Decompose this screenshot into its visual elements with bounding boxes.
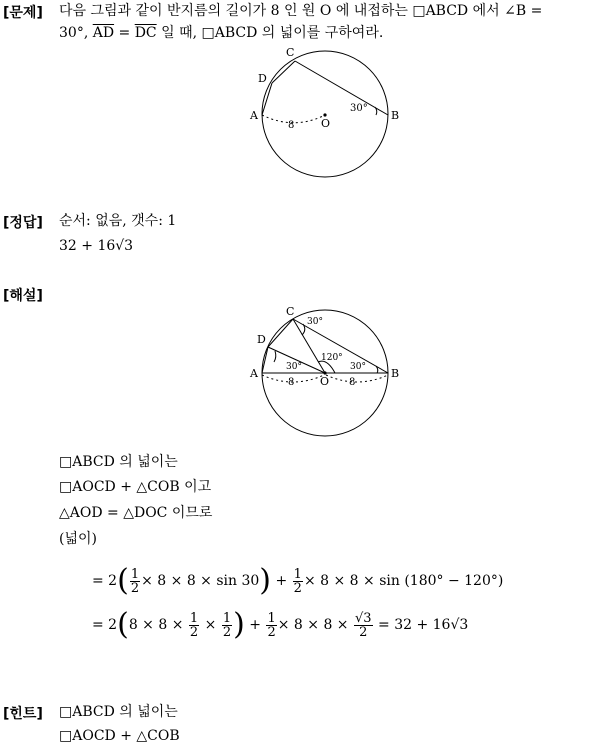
point-a-label: A <box>250 109 258 122</box>
answer-value: 32 + 16√3 <box>59 238 134 254</box>
solution-step-3: △AOD = △DOC 이므로 <box>59 505 213 521</box>
radius-left-label: 8 <box>288 377 295 388</box>
arc-dc: $\overline{DC}$ <box>134 25 157 41</box>
point-d-label: D <box>257 333 266 346</box>
angle-b-label: 30° <box>350 103 368 114</box>
problem-label: [문제] <box>3 5 43 21</box>
plus-sign: + <box>271 573 292 589</box>
right-paren: ) <box>233 607 245 642</box>
problem-question: 일 때, □ABCD 의 넓이를 구하여라. <box>156 25 384 41</box>
times-sign: × <box>200 617 221 633</box>
problem-angle-value: 30°, <box>59 25 93 41</box>
angle-c-arc <box>302 324 305 335</box>
problem-line-1: 다음 그림과 같이 반지름의 길이가 8 인 원 O 에 내접하는 □ABCD 에서 ∠B = <box>59 3 543 19</box>
arc-ad: $\overline{AD}$ <box>92 25 115 41</box>
left-paren: ( <box>117 563 129 598</box>
solution-step-4: (넓이) <box>59 531 97 547</box>
point-o-label: O <box>320 375 330 388</box>
eq2-result: = 32 + 16√3 <box>373 617 469 633</box>
left-paren: ( <box>117 607 129 642</box>
fraction-half: $\frac{1}{2}$ <box>130 566 140 596</box>
point-o-label: O <box>321 117 331 130</box>
plus-sign: + <box>244 617 266 633</box>
eq1-term-1: × 8 × 8 × sin 30 <box>141 573 260 589</box>
answer-label: [정답] <box>3 215 43 231</box>
point-c-label: C <box>286 305 295 318</box>
solution-step-1: □ABCD 의 넓이는 <box>59 454 178 470</box>
point-a-label: A <box>250 367 258 380</box>
problem-figure <box>245 44 405 180</box>
equals-sign: = <box>114 25 135 41</box>
angle-b-label: 30° <box>350 362 366 372</box>
fraction-half: $\frac{1}{2}$ <box>222 610 232 640</box>
eq1-coefficient: = 2 <box>92 573 118 589</box>
angle-d-arc <box>274 351 276 362</box>
radius-arc-right <box>326 375 388 382</box>
problem-line-2 <box>59 24 383 42</box>
solution-step-2: □AOCD + △COB 이고 <box>59 479 212 495</box>
radius-right-label: 8 <box>349 377 356 388</box>
point-b-label: B <box>391 109 400 122</box>
fraction-sqrt3-over-2: $\frac{√3}{2}$ <box>355 610 372 640</box>
solution-figure <box>245 302 405 442</box>
side-dc <box>272 61 295 83</box>
angle-d-label: 30° <box>286 362 302 372</box>
right-paren: ) <box>259 563 272 598</box>
point-c-label: C <box>286 46 295 59</box>
solution-label: [해설] <box>3 288 43 304</box>
hint-line-2: □AOCD + △COB <box>59 728 180 744</box>
answer-line-1: 순서: 없음, 갯수: 1 <box>59 213 177 229</box>
point-b-label: B <box>391 367 400 380</box>
radius-label: 8 <box>288 120 295 131</box>
eq1-term-2: × 8 × 8 × sin (180° − 120°) <box>303 573 504 589</box>
eq2-coefficient: = 2 <box>92 617 118 633</box>
side-dc <box>268 319 293 347</box>
side-cb <box>295 61 388 115</box>
angle-c-label: 30° <box>307 317 323 327</box>
fraction-half: $\frac{1}{2}$ <box>293 566 302 596</box>
fraction-half: $\frac{1}{2}$ <box>189 610 199 640</box>
eq2-term-2: × 8 × 8 × <box>277 617 353 633</box>
point-d-label: D <box>258 72 267 85</box>
eq2-term-1: 8 × 8 × <box>128 617 188 633</box>
fraction-half: $\frac{1}{2}$ <box>267 610 276 640</box>
angle-o-label: 120° <box>321 353 343 363</box>
equation-line-2 <box>92 607 468 643</box>
equation-line-1 <box>92 563 503 599</box>
hint-label: [힌트] <box>3 706 43 722</box>
hint-line-1: □ABCD 의 넓이는 <box>59 704 178 720</box>
